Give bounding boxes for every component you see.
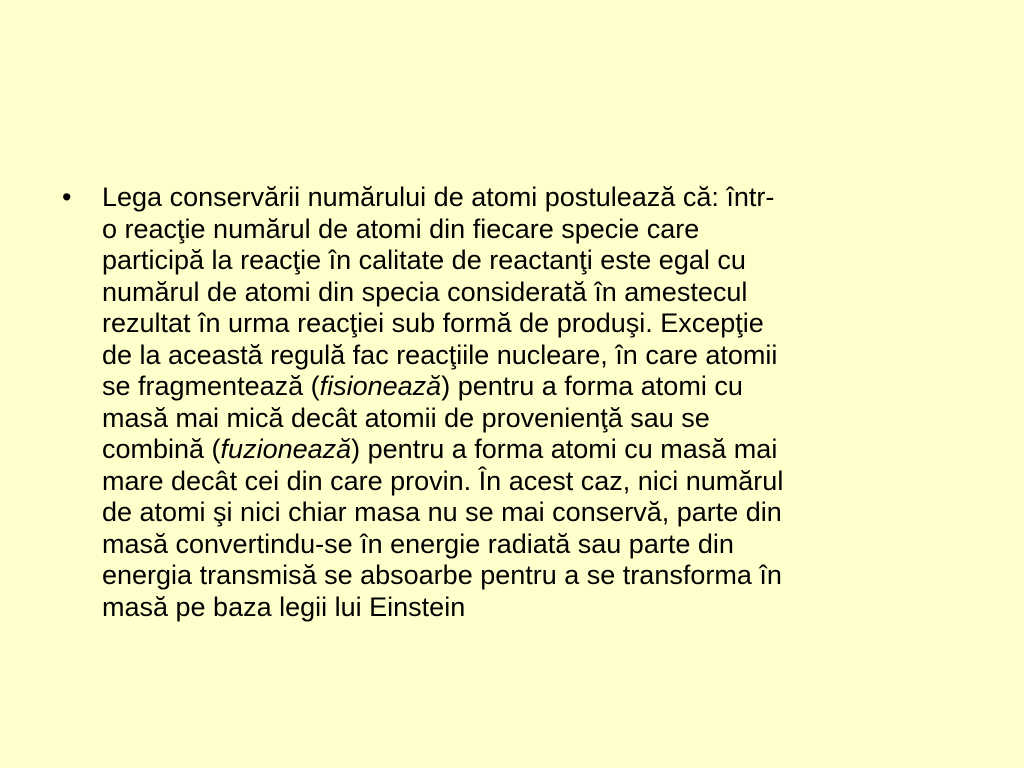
paragraph-line — [102, 434, 962, 466]
paragraph-line: energia transmisă se absoarbe pentru a se transforma în — [102, 560, 782, 590]
bullet-paragraph — [102, 182, 962, 623]
paragraph-line: de atomi şi nici chiar masa nu se mai conservă, parte din — [102, 497, 782, 527]
line-text: ) pentru a forma atomi cu masă mai — [351, 434, 778, 464]
italic-term-fuzioneaza: fuzionează — [220, 434, 352, 464]
paragraph-line: rezultat în urma reacţiei sub formă de produşi. Excepţie — [102, 308, 764, 338]
bullet-icon: • — [62, 182, 72, 212]
paragraph-line — [102, 371, 962, 403]
paragraph-line: numărul de atomi din specia considerată în amestecul — [102, 276, 748, 307]
paragraph-line: masă mai mică decât atomii de provenienţă sau se — [102, 402, 710, 433]
line-text: se fragmentează ( — [102, 371, 320, 401]
paragraph-line: Lega conservării numărului de atomi postulează că: într- — [102, 182, 775, 212]
bullet-item — [62, 182, 962, 623]
paragraph-line: participă la reacţie în calitate de reactanţi este egal cu — [102, 245, 746, 275]
paragraph-line: masă pe baza legii lui Einstein — [102, 591, 466, 622]
line-text: ) pentru a forma atomi cu — [441, 371, 743, 401]
paragraph-line: o reacţie numărul de atomi din fiecare specie care — [102, 213, 700, 244]
paragraph-line: de la această regulă fac reacţiile nucleare, în care atomii — [102, 339, 778, 370]
paragraph-line: masă convertindu-se în energie radiată sau parte din — [102, 528, 734, 559]
paragraph-line: mare decât cei din care provin. În acest caz, nici numărul — [102, 465, 784, 496]
line-text: combină ( — [102, 434, 221, 464]
italic-term-fisioneaza: fisionează — [319, 371, 442, 401]
